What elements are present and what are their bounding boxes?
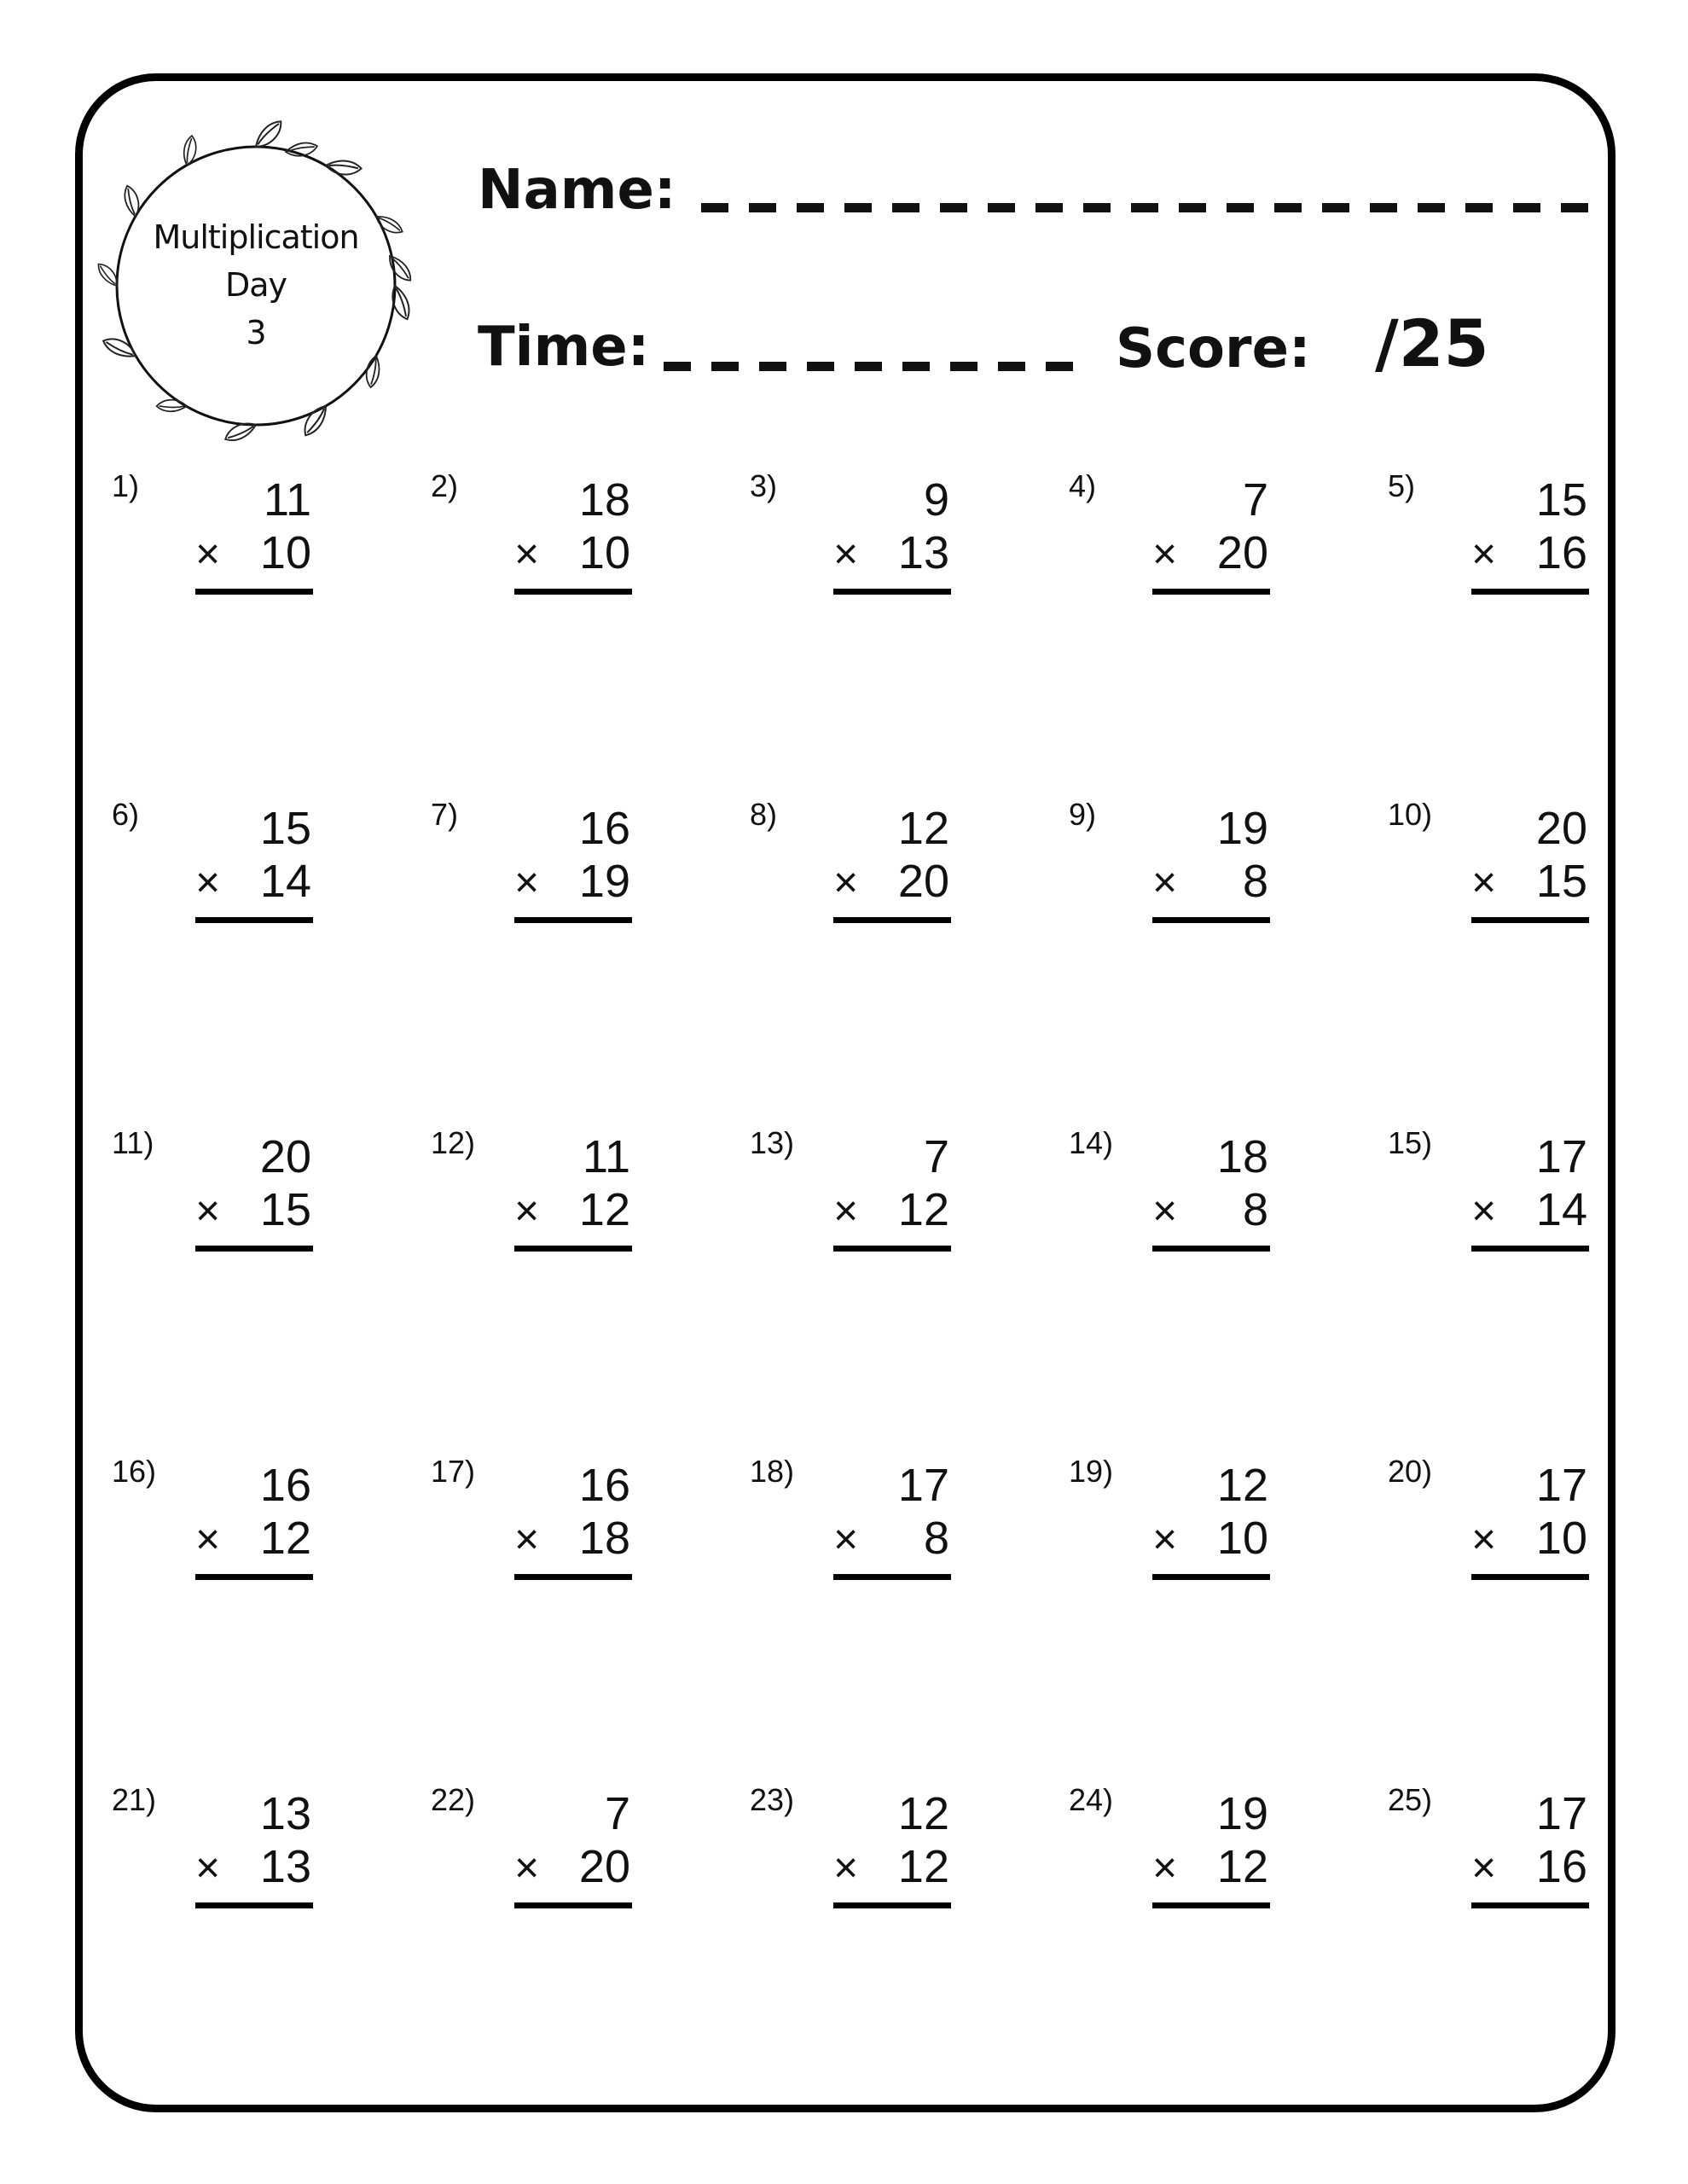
problem-cell	[750, 1779, 1069, 2107]
operand-top: 20	[1535, 803, 1587, 854]
operand-bottom-row	[514, 1840, 632, 1894]
operand-top: 17	[1535, 1460, 1587, 1511]
operand-bottom-row	[1152, 1840, 1270, 1894]
operand-top: 17	[1535, 1131, 1587, 1182]
operand-top: 17	[897, 1460, 949, 1511]
operand-bottom: 12	[1216, 1841, 1268, 1892]
operand-bottom: 12	[259, 1513, 311, 1564]
operand-bottom: 20	[578, 1841, 630, 1892]
operand-bottom: 15	[1535, 856, 1587, 907]
name-label: Name:	[478, 159, 676, 222]
operand-bottom-row	[1471, 855, 1589, 909]
operand-top: 17	[1535, 1788, 1587, 1839]
problem-cell	[750, 793, 1069, 1122]
problem-cell	[112, 793, 431, 1122]
operand-bottom-row	[833, 1840, 951, 1894]
problem-work-area	[833, 1787, 951, 1908]
problem-number: 1)	[112, 468, 140, 503]
multiply-icon: ×	[833, 1515, 859, 1563]
problem-work-area	[1152, 1459, 1270, 1580]
problem-work-area	[514, 802, 632, 923]
problem-work-area	[195, 473, 313, 595]
problem-number: 4)	[1069, 468, 1097, 503]
badge-title-line1: Multiplication	[153, 218, 359, 256]
operand-bottom-row	[1152, 855, 1270, 909]
problem-work-area	[1152, 1130, 1270, 1252]
problems-grid	[112, 465, 1688, 2107]
problem-number: 19)	[1069, 1454, 1114, 1489]
problem-number: 11)	[112, 1125, 154, 1160]
problem-cell	[112, 1122, 431, 1450]
operand-top: 15	[1535, 474, 1587, 526]
operand-bottom-row	[514, 1183, 632, 1237]
problem-number: 8)	[750, 797, 778, 832]
problem-cell	[1069, 1122, 1388, 1450]
operand-bottom: 10	[578, 527, 630, 578]
operand-bottom: 20	[1216, 527, 1268, 578]
operand-bottom: 16	[1535, 1841, 1587, 1892]
problem-number: 13)	[750, 1125, 795, 1160]
operand-top: 13	[259, 1788, 311, 1839]
multiply-icon: ×	[833, 1187, 859, 1234]
problem-number: 24)	[1069, 1782, 1114, 1817]
operand-bottom: 8	[1242, 1184, 1268, 1235]
problem-number: 17)	[431, 1454, 476, 1489]
operand-bottom: 13	[897, 527, 949, 578]
multiply-icon: ×	[833, 1844, 859, 1891]
operand-bottom-row	[1471, 1512, 1589, 1565]
operand-top: 12	[897, 1788, 949, 1839]
operand-bottom-row	[833, 855, 951, 909]
problem-work-area	[514, 473, 632, 595]
problem-work-area	[833, 802, 951, 923]
problem-number: 18)	[750, 1454, 795, 1489]
problem-cell	[431, 793, 750, 1122]
problem-cell	[1069, 1450, 1388, 1779]
problem-work-area	[833, 473, 951, 595]
operand-bottom: 12	[897, 1184, 949, 1235]
operand-bottom-row	[833, 526, 951, 580]
operand-bottom-row	[195, 526, 313, 580]
problem-number: 5)	[1388, 468, 1416, 503]
operand-bottom: 10	[259, 527, 311, 578]
problem-number: 15)	[1388, 1125, 1433, 1160]
operand-top: 12	[1216, 1460, 1268, 1511]
multiply-icon: ×	[514, 1844, 540, 1891]
multiply-icon: ×	[514, 1515, 540, 1563]
problem-number: 7)	[431, 797, 459, 832]
badge-title-line2: Day	[224, 266, 287, 304]
multiply-icon: ×	[1152, 858, 1178, 906]
problem-cell	[431, 1779, 750, 2107]
operand-bottom: 14	[1535, 1184, 1587, 1235]
multiply-icon: ×	[1152, 1187, 1178, 1234]
operand-bottom-row	[514, 855, 632, 909]
multiply-icon: ×	[1471, 858, 1497, 906]
problem-cell	[1388, 1779, 1688, 2107]
multiply-icon: ×	[195, 1844, 221, 1891]
problem-number: 9)	[1069, 797, 1097, 832]
operand-bottom: 10	[1535, 1513, 1587, 1564]
problem-number: 2)	[431, 468, 459, 503]
multiply-icon: ×	[833, 858, 859, 906]
problem-work-area	[1152, 473, 1270, 595]
operand-top: 7	[604, 1788, 630, 1839]
operand-bottom: 12	[897, 1841, 949, 1892]
operand-top: 16	[259, 1460, 311, 1511]
operand-top: 7	[1242, 474, 1268, 526]
operand-top: 18	[578, 474, 630, 526]
operand-top: 19	[1216, 803, 1268, 854]
operand-bottom-row	[195, 1512, 313, 1565]
multiply-icon: ×	[1471, 530, 1497, 578]
operand-top: 18	[1216, 1131, 1268, 1182]
problem-number: 16)	[112, 1454, 157, 1489]
problem-cell	[1388, 465, 1688, 793]
problem-number: 21)	[112, 1782, 157, 1817]
operand-bottom: 18	[578, 1513, 630, 1564]
operand-bottom-row	[1152, 526, 1270, 580]
operand-bottom: 14	[259, 856, 311, 907]
problem-work-area	[195, 1130, 313, 1252]
operand-bottom-row	[195, 855, 313, 909]
problem-cell	[750, 465, 1069, 793]
problem-work-area	[1471, 473, 1589, 595]
operand-bottom: 10	[1216, 1513, 1268, 1564]
problem-work-area	[514, 1459, 632, 1580]
badge-title-line3: 3	[246, 314, 266, 351]
problem-work-area	[1152, 802, 1270, 923]
problem-work-area	[1152, 1787, 1270, 1908]
operand-top: 12	[897, 803, 949, 854]
operand-bottom-row	[1152, 1512, 1270, 1565]
problem-work-area	[514, 1787, 632, 1908]
multiply-icon: ×	[1152, 1844, 1178, 1891]
operand-bottom-row	[514, 1512, 632, 1565]
multiply-icon: ×	[195, 1515, 221, 1563]
multiply-icon: ×	[1152, 530, 1178, 578]
operand-bottom-row	[833, 1183, 951, 1237]
problem-number: 3)	[750, 468, 778, 503]
score-label: Score:	[1116, 317, 1311, 380]
problem-cell	[1388, 793, 1688, 1122]
multiply-icon: ×	[833, 530, 859, 578]
problem-cell	[1069, 465, 1388, 793]
problem-number: 12)	[431, 1125, 476, 1160]
operand-bottom: 8	[1242, 856, 1268, 907]
time-blank-line	[664, 362, 1085, 371]
operand-bottom-row	[833, 1512, 951, 1565]
operand-top: 16	[578, 803, 630, 854]
multiply-icon: ×	[514, 530, 540, 578]
badge-title	[81, 213, 431, 357]
time-label: Time:	[478, 316, 650, 379]
operand-bottom-row	[514, 526, 632, 580]
multiply-icon: ×	[514, 1187, 540, 1234]
operand-bottom: 16	[1535, 527, 1587, 578]
problem-cell	[750, 1450, 1069, 1779]
operand-top: 15	[259, 803, 311, 854]
multiply-icon: ×	[1471, 1187, 1497, 1234]
operand-bottom: 20	[897, 856, 949, 907]
problem-work-area	[833, 1130, 951, 1252]
multiply-icon: ×	[1152, 1515, 1178, 1563]
problem-cell	[431, 1122, 750, 1450]
problem-number: 22)	[431, 1782, 476, 1817]
problem-cell	[112, 465, 431, 793]
operand-bottom-row	[1471, 1840, 1589, 1894]
problem-number: 23)	[750, 1782, 795, 1817]
problem-work-area	[514, 1130, 632, 1252]
problem-work-area	[1471, 1459, 1589, 1580]
operand-bottom: 12	[578, 1184, 630, 1235]
operand-top: 7	[923, 1131, 949, 1182]
problem-cell	[1388, 1122, 1688, 1450]
problem-cell	[112, 1779, 431, 2107]
operand-top: 11	[582, 1131, 630, 1182]
operand-bottom-row	[1152, 1183, 1270, 1237]
operand-top: 20	[259, 1131, 311, 1182]
problem-work-area	[1471, 802, 1589, 923]
multiply-icon: ×	[1471, 1515, 1497, 1563]
multiply-icon: ×	[195, 530, 221, 578]
problem-cell	[431, 1450, 750, 1779]
operand-bottom-row	[195, 1183, 313, 1237]
name-blank-line	[701, 203, 1598, 212]
multiply-icon: ×	[514, 858, 540, 906]
problem-cell	[750, 1122, 1069, 1450]
problem-work-area	[1471, 1130, 1589, 1252]
problem-number: 6)	[112, 797, 140, 832]
problem-work-area	[195, 1459, 313, 1580]
operand-bottom: 8	[923, 1513, 949, 1564]
operand-bottom-row	[195, 1840, 313, 1894]
problem-cell	[1069, 1779, 1388, 2107]
problem-number: 10)	[1388, 797, 1433, 832]
operand-top: 9	[923, 474, 949, 526]
problem-work-area	[833, 1459, 951, 1580]
operand-bottom: 13	[259, 1841, 311, 1892]
operand-top: 16	[578, 1460, 630, 1511]
operand-bottom: 19	[578, 856, 630, 907]
operand-bottom-row	[1471, 1183, 1589, 1237]
multiply-icon: ×	[195, 858, 221, 906]
problem-cell	[431, 465, 750, 793]
operand-top: 11	[263, 474, 311, 526]
problem-cell	[112, 1450, 431, 1779]
operand-top: 19	[1216, 1788, 1268, 1839]
operand-bottom: 15	[259, 1184, 311, 1235]
problem-cell	[1069, 793, 1388, 1122]
problem-work-area	[195, 802, 313, 923]
multiply-icon: ×	[195, 1187, 221, 1234]
problem-cell	[1388, 1450, 1688, 1779]
problem-number: 14)	[1069, 1125, 1114, 1160]
problem-work-area	[195, 1787, 313, 1908]
score-value: /25	[1375, 305, 1489, 381]
operand-bottom-row	[1471, 526, 1589, 580]
multiply-icon: ×	[1471, 1844, 1497, 1891]
problem-work-area	[1471, 1787, 1589, 1908]
problem-number: 25)	[1388, 1782, 1433, 1817]
problem-number: 20)	[1388, 1454, 1433, 1489]
